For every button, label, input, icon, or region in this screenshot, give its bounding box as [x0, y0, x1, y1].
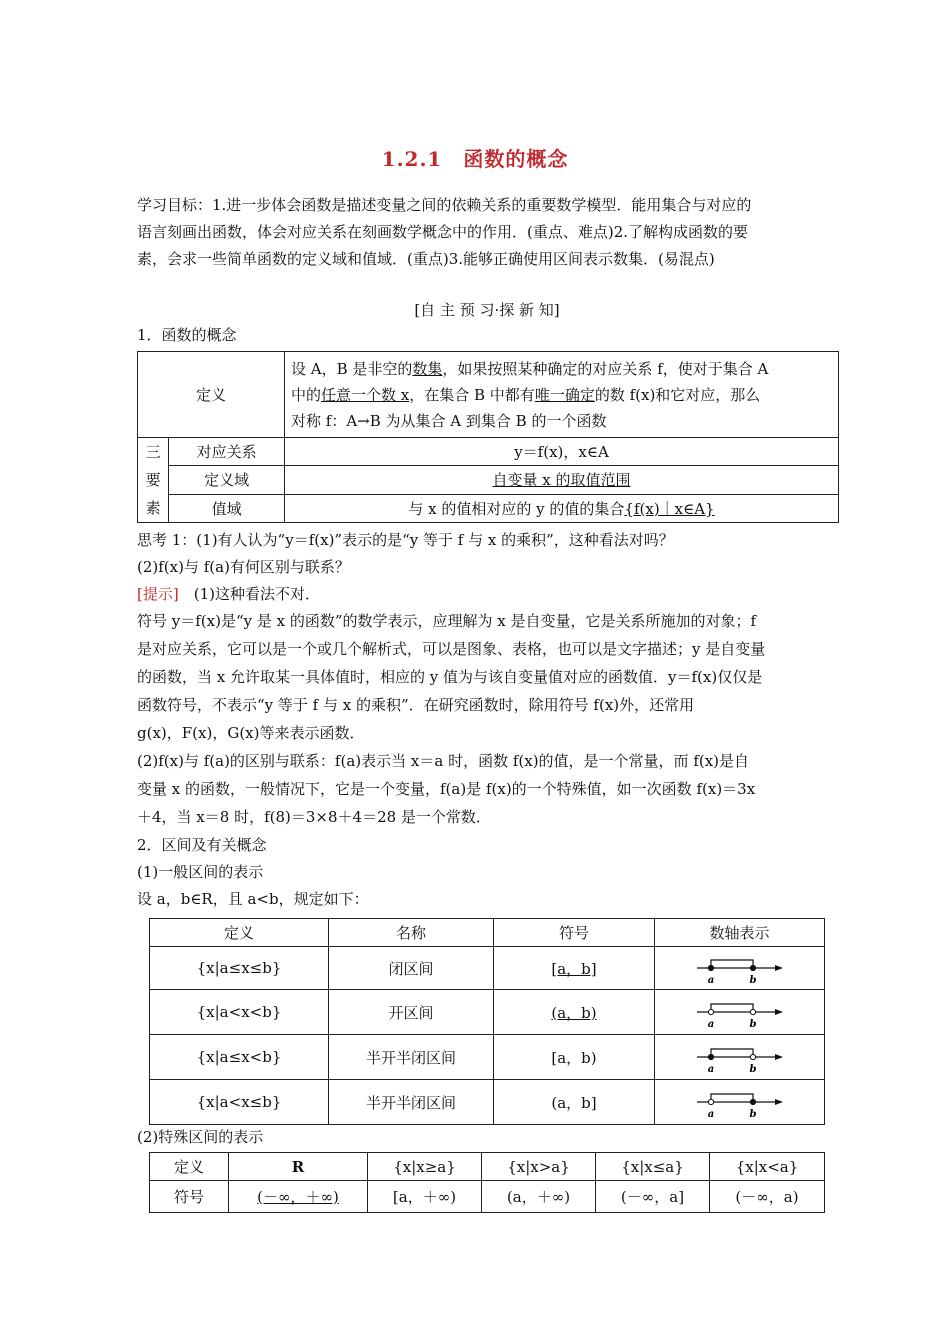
- interval-table: [149, 918, 825, 1125]
- interval-bracket: [711, 960, 753, 968]
- special-definition: R: [229, 1153, 368, 1181]
- objectives-line-2: 语言刻画出函数，体会对应关系在刻画数学概念中的作用．(重点、难点)2.了解构成函数的要: [137, 223, 749, 241]
- axis-arrow: [775, 1054, 783, 1060]
- endpoint-a: [708, 1099, 713, 1104]
- hint-body-line: 是对应关系，它可以是一个或几个解析式，可以是图象、表格，也可以是文字描述；y 是自变量: [137, 640, 766, 658]
- special-symbol: [a，＋∞): [368, 1181, 482, 1213]
- interval-name: 半开半闭区间: [329, 1080, 494, 1125]
- hint-body-line: g(x)，F(x)，G(x)等来表示函数．: [137, 724, 365, 742]
- label-b: b: [749, 1064, 756, 1075]
- think-line-1: 思考 1：(1)有人认为“y＝f(x)”表示的是“y 等于 f 与 x 的乘积”，这种看法对吗？: [137, 531, 674, 549]
- row-label: 符号: [150, 1181, 229, 1213]
- hint-body-line: 变量 x 的函数，一般情况下，它是一个变量，f(a)是 f(x)的一个特殊值，如一次函数 f(x)＝3x: [137, 780, 756, 798]
- axis-arrow: [775, 1009, 783, 1015]
- endpoint-a: [708, 1009, 713, 1014]
- interval-bracket: [711, 1094, 753, 1102]
- interval-name: 开区间: [329, 990, 494, 1035]
- label-b: b: [749, 1109, 756, 1120]
- number-line-svg: [695, 1084, 785, 1120]
- axis-arrow: [775, 965, 783, 971]
- header-symbol: 符号: [494, 919, 655, 947]
- function-concept-table: [137, 351, 839, 523]
- label-a: a: [707, 975, 714, 986]
- endpoint-b: [750, 1099, 755, 1104]
- header-axis: 数轴表示: [655, 919, 825, 947]
- hint-body-line: 的函数，当 x 允许取某一具体值时，相应的 y 值为与该自变量值对应的函数值．y＝f(x)仅仅是: [137, 668, 763, 686]
- header-definition: 定义: [150, 919, 329, 947]
- number-line: [655, 1080, 825, 1125]
- header-name: 名称: [329, 919, 494, 947]
- element-value: y＝f(x)，x∈A: [285, 438, 839, 466]
- think-line-2: (2)f(x)与 f(a)有何区别与联系？: [137, 558, 350, 576]
- hint-body-line: 函数符号，不表示“y 等于 f 与 x 的乘积”．在研究函数时，除用符号 f(x)外，还常用: [137, 696, 695, 714]
- interval-symbol: (a，b): [494, 990, 655, 1035]
- number-line-svg: [695, 1039, 785, 1075]
- axis-arrow: [775, 1099, 783, 1105]
- section-2-condition: 设 a，b∈R，且 a<b，规定如下：: [137, 890, 369, 908]
- interval-bracket: [711, 1004, 753, 1012]
- interval-definition: {x|a≤x<b}: [150, 1035, 329, 1080]
- page-title: 1.2.1 函数的概念: [381, 147, 569, 171]
- special-definition: {x|x≥a}: [368, 1153, 482, 1181]
- hint-body-line: ＋4，当 x＝8 时，f(8)＝3×8＋4＝28 是一个常数．: [137, 808, 491, 826]
- section-1-heading: 1．函数的概念: [137, 326, 237, 344]
- label-a: a: [707, 1064, 714, 1075]
- interval-definition: {x|a<x<b}: [150, 990, 329, 1035]
- objectives-line-3: 素，会求一些简单函数的定义域和值域．(重点)3.能够正确使用区间表示数集．(易混点): [137, 250, 715, 268]
- special-symbol: (－∞，a]: [596, 1181, 710, 1213]
- section-2-heading: 2．区间及有关概念: [137, 836, 267, 854]
- table-row: [150, 1080, 825, 1125]
- number-line: [655, 947, 825, 990]
- hint-tag: [提示]: [137, 585, 179, 603]
- hint-line: [提示] (1)这种看法不对．: [137, 585, 320, 603]
- interval-name: 闭区间: [329, 947, 494, 990]
- element-name: 值域: [169, 494, 285, 522]
- endpoint-b: [750, 1009, 755, 1014]
- hint-body-line: (2)f(x)与 f(a)的区别与联系：f(a)表示当 x＝a 时，函数 f(x)的值，是一个常量，而 f(x)是自: [137, 752, 750, 770]
- element-name: 对应关系: [169, 438, 285, 466]
- table-row: [150, 947, 825, 990]
- interval-symbol: [a，b): [494, 1035, 655, 1080]
- element-name: 定义域: [169, 466, 285, 494]
- special-interval-table: [149, 1152, 825, 1213]
- element-value: 与 x 的值相对应的 y 的值的集合{f(x)｜x∈A}: [285, 494, 839, 522]
- label-a: a: [707, 1019, 714, 1030]
- interval-definition: {x|a<x≤b}: [150, 1080, 329, 1125]
- interval-definition: {x|a≤x≤b}: [150, 947, 329, 990]
- section-2-sub1: (1)一般区间的表示: [137, 863, 264, 881]
- element-value: 自变量 x 的取值范围: [285, 466, 839, 494]
- table-row: [150, 1035, 825, 1080]
- label-b: b: [749, 975, 756, 986]
- number-line: [655, 1035, 825, 1080]
- definition-text: 设 A，B 是非空的数集，如果按照某种确定的对应关系 f，使对于集合 A 中的任意一个数 x，在集合 B 中都有唯一确定的数 f(x)和它对应，那么 对称 f：A→B 为从集合 A 到集合 B 的一个函数: [285, 352, 839, 438]
- interval-symbol: (a，b]: [494, 1080, 655, 1125]
- row-label: 定义: [150, 1153, 229, 1181]
- interval-name: 半开半闭区间: [329, 1035, 494, 1080]
- three-elements-label: 三要素: [138, 438, 169, 523]
- special-definition: {x|x>a}: [482, 1153, 596, 1181]
- interval-symbol: [a，b]: [494, 947, 655, 990]
- special-definition: {x|x≤a}: [596, 1153, 710, 1181]
- endpoint-a: [708, 1054, 713, 1059]
- number-line: [655, 990, 825, 1035]
- number-line-svg: [695, 950, 785, 986]
- section-2-sub2: (2)特殊区间的表示: [137, 1128, 264, 1146]
- endpoint-a: [708, 965, 713, 970]
- special-symbol: (a，＋∞): [482, 1181, 596, 1213]
- special-definition: {x|x<a}: [710, 1153, 825, 1181]
- definition-label: 定义: [138, 352, 285, 438]
- section-banner: [自 主 预 习·探 新 知]: [414, 301, 560, 319]
- objectives-line-1: 学习目标：1.进一步体会函数是描述变量之间的依赖关系的重要数学模型．能用集合与对应的: [137, 196, 752, 214]
- endpoint-b: [750, 1054, 755, 1059]
- hint-body-line: 符号 y＝f(x)是“y 是 x 的函数”的数学表示，应理解为 x 是自变量，它是关系所施加的对象；f: [137, 612, 757, 630]
- number-line-svg: [695, 994, 785, 1030]
- interval-bracket: [711, 1049, 753, 1057]
- special-symbol: (－∞，a): [710, 1181, 825, 1213]
- label-b: b: [749, 1019, 756, 1030]
- table-row: [150, 990, 825, 1035]
- special-symbol: (－∞，＋∞): [229, 1181, 368, 1213]
- label-a: a: [707, 1109, 714, 1120]
- endpoint-b: [750, 965, 755, 970]
